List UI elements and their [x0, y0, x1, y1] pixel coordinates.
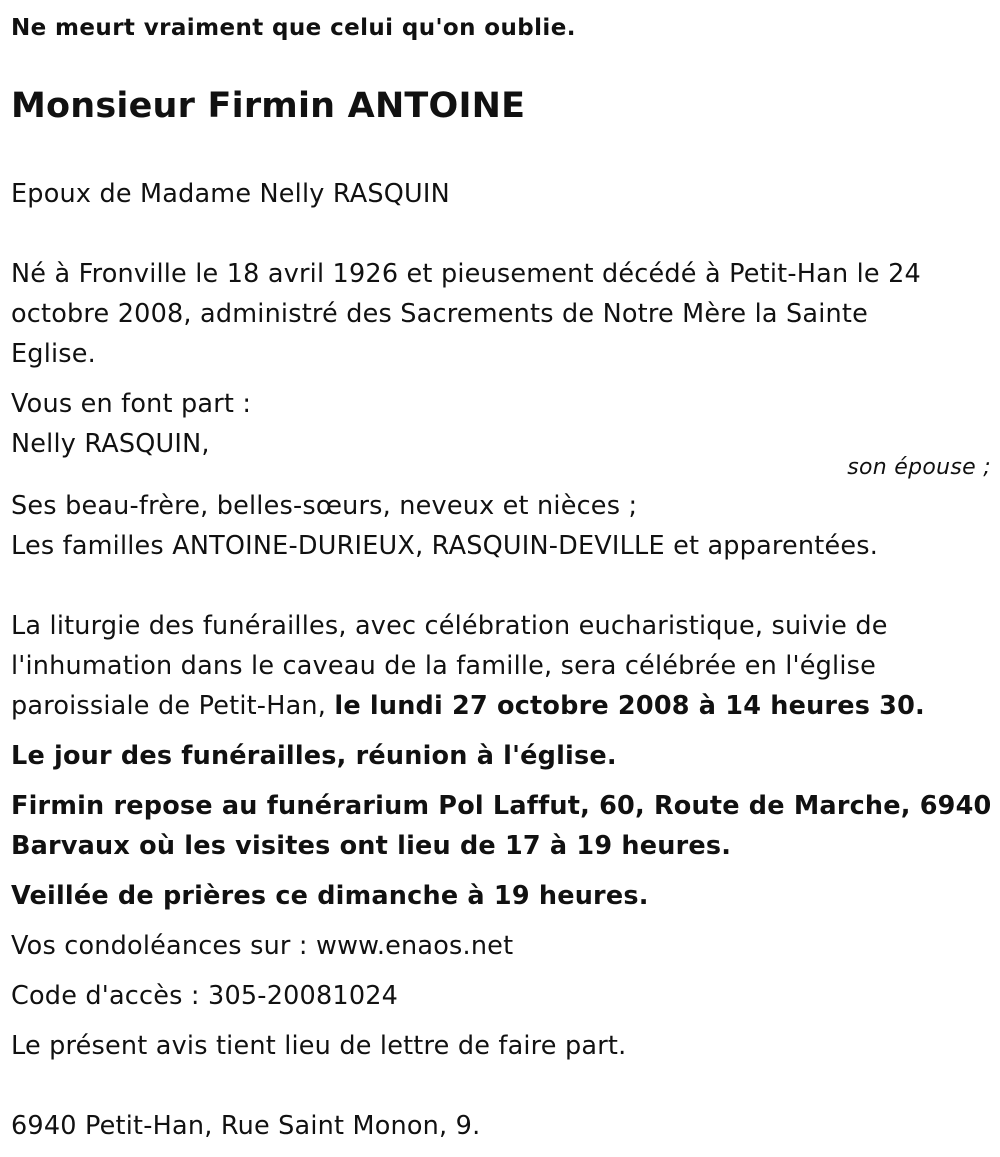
- notice-line: Le présent avis tient lieu de lettre de faire part.: [11, 1031, 627, 1061]
- family-address: 6940 Petit-Han, Rue Saint Monon, 9.: [11, 1111, 481, 1141]
- epigraph-quote: Ne meurt vraiment que celui qu'on oublie.: [11, 15, 576, 41]
- deceased-name: Monsieur Firmin ANTOINE: [11, 86, 526, 126]
- condolences-line: Vos condoléances sur : www.enaos.net: [11, 931, 514, 961]
- announcers-intro: Vous en font part :: [11, 389, 252, 419]
- liturgy-line-1: La liturgie des funérailles, avec célébration eucharistique, suivie de: [11, 611, 888, 641]
- announcer-relatives: Ses beau-frère, belles-sœurs, neveux et nièces ;: [11, 491, 638, 521]
- access-code-line: Code d'accès : 305-20081024: [11, 981, 399, 1011]
- funerarium-line-1: Firmin repose au funérarium Pol Laffut, 60, Route de Marche, 6940: [11, 791, 992, 821]
- liturgy-line-3: [11, 686, 925, 726]
- birth-death-line-1: Né à Fronville le 18 avril 1926 et pieusement décédé à Petit-Han le 24: [11, 259, 921, 289]
- announcer-families: Les familles ANTOINE-DURIEUX, RASQUIN-DEVILLE et apparentées.: [11, 531, 879, 561]
- birth-death-line-3: Eglise.: [11, 339, 96, 369]
- announcer-spouse-name: Nelly RASQUIN,: [11, 429, 210, 459]
- spouse-line: Epoux de Madame Nelly RASQUIN: [11, 179, 450, 209]
- liturgy-date-time: le lundi 27 octobre 2008 à 14 heures 30.: [334, 691, 925, 721]
- reunion-notice: Le jour des funérailles, réunion à l'église.: [11, 741, 617, 771]
- liturgy-location: paroissiale de Petit-Han,: [11, 691, 335, 721]
- funerarium-line-2: Barvaux où les visites ont lieu de 17 à 19 heures.: [11, 831, 732, 861]
- vigil-notice: Veillée de prières ce dimanche à 19 heures.: [11, 881, 649, 911]
- birth-death-line-2: octobre 2008, administré des Sacrements de Notre Mère la Sainte: [11, 299, 868, 329]
- liturgy-line-2: l'inhumation dans le caveau de la famille, sera célébrée en l'église: [11, 651, 876, 681]
- announcer-spouse-role: son épouse ;: [847, 455, 991, 480]
